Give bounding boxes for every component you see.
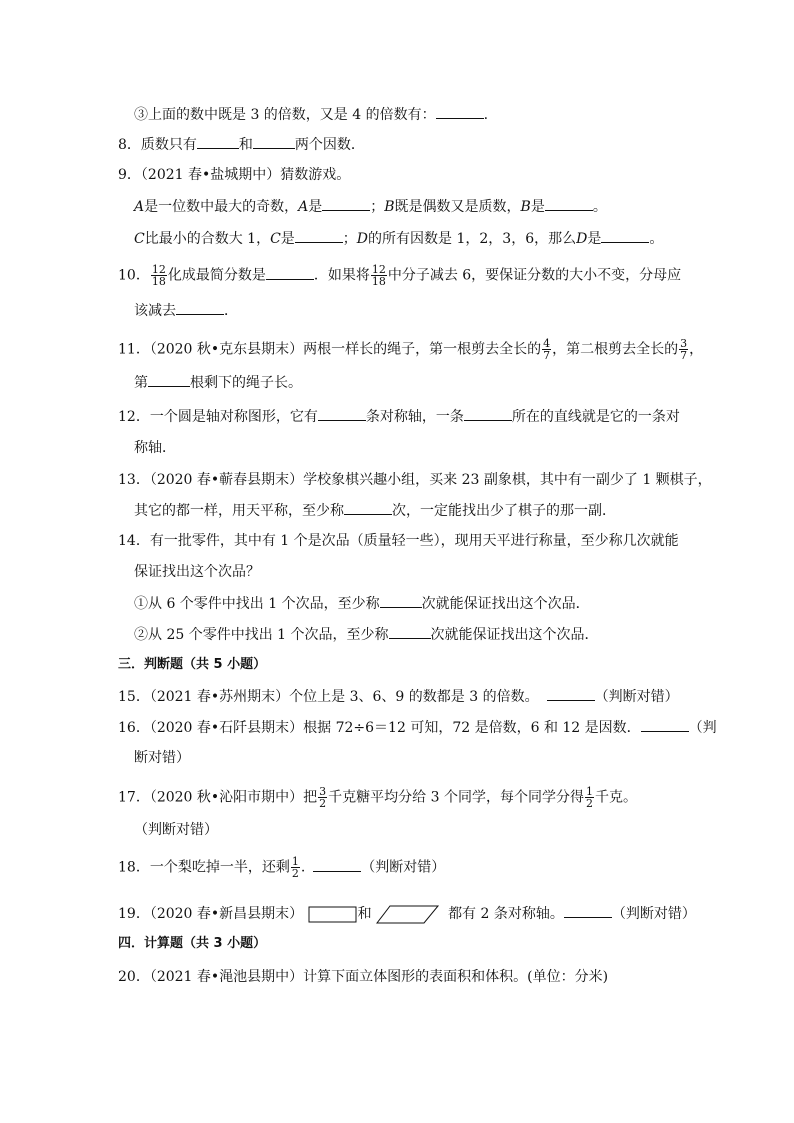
fraction: $\frac{3}{7}$: [680, 337, 688, 362]
question-8: 8．质数只有 和 两个因数．: [118, 134, 365, 155]
fraction: $\frac{12}{18}$: [151, 263, 166, 288]
fraction: $\frac{12}{18}$: [371, 263, 386, 288]
question-18: 18．一个梨吃掉一半，还剩 $\frac{1}{2}$ . （判断对错）: [118, 855, 446, 880]
question-16-line-1: 16．（2020 春•石阡县期末）根据 72÷6＝12 可知，72 是倍数，6 和 12 是因数． （判: [118, 717, 717, 738]
question-9-line-1: A是一位数中最大的奇数，A是 ；B既是偶数又是质数，B是 。: [134, 196, 607, 217]
question-13-line-1: 13．（2020 春•蕲春县期末）学校象棋兴趣小组，买来 23 副象棋，其中有一副少了 1 颗棋子，: [118, 472, 712, 488]
question-12-line-1: 12．一个圆是轴对称图形，它有 条对称轴，一条 所在的直线就是它的一条对: [118, 406, 680, 427]
question-11-line-2: 第 根剩下的绳子长。: [134, 372, 302, 393]
question-12-line-2: 称轴．: [134, 440, 176, 456]
question-9-heading: 9．（2021 春•盐城期中）猜数游戏。: [118, 167, 351, 183]
answer-blank[interactable]: [266, 265, 314, 280]
question-15: 15．（2021 春•苏州期末）个位上是 3、6、9 的数都是 3 的倍数。 （判断对错）: [118, 686, 679, 707]
question-14-line-1: 14．有一批零件，其中有 1 个是次品（质量轻一些），现用天平进行称量，至少称几次就能: [118, 533, 679, 549]
fraction: $\frac{4}{7}$: [543, 337, 551, 362]
answer-blank[interactable]: [436, 104, 484, 119]
answer-blank[interactable]: [176, 300, 224, 315]
question-7-part-3: ③上面的数中既是 3 的倍数，又是 4 的倍数有： .: [134, 104, 488, 125]
question-19: 19．（2020 春•新昌县期末） 和 都有 2 条对称轴。 （判断对错）: [118, 903, 696, 925]
rectangle-figure: [308, 903, 358, 925]
answer-blank[interactable]: [253, 134, 295, 149]
answer-blank[interactable]: [197, 134, 239, 149]
answer-blank[interactable]: [545, 196, 593, 211]
answer-blank[interactable]: [641, 717, 689, 732]
question-17-line-1: 17．（2020 秋•沁阳市期中）把 $\frac{3}{2}$ 千克糖平均分给 3 个同学，每个同学分得 $\frac{1}{2}$ 千克。: [118, 785, 637, 810]
answer-blank[interactable]: [389, 624, 431, 639]
answer-blank[interactable]: [547, 686, 595, 701]
answer-blank[interactable]: [295, 228, 343, 243]
section-heading-calculation: 四．计算题（共 3 小题）: [118, 936, 267, 951]
question-17-line-2: （判断对错）: [134, 822, 218, 838]
question-14-part-2: ②从 25 个零件中找出 1 个次品，至少称 次就能保证找出这个次品．: [134, 624, 599, 645]
question-14-part-1: ①从 6 个零件中找出 1 个次品，至少称 次就能保证找出这个次品．: [134, 593, 590, 614]
fraction: $\frac{3}{2}$: [319, 785, 327, 810]
question-9-line-2: C比最小的合数大 1，C是 ；D的所有因数是 1，2，3，6，那么D是 。: [134, 228, 663, 249]
question-13-line-2: 其它的都一样，用天平称，至少称 次，一定能找出少了棋子的那一副．: [134, 500, 616, 521]
question-16-line-2: 断对错）: [134, 750, 190, 766]
question-10-line-1: 10． $\frac{12}{18}$ 化成最简分数是 ．如果将 $\frac{12}{18}$ 中分子减去 6，要保证分数的大小不变，分母应: [118, 263, 682, 288]
answer-blank[interactable]: [318, 406, 366, 421]
fraction: $\frac{1}{2}$: [291, 855, 299, 880]
answer-blank[interactable]: [313, 857, 361, 872]
answer-blank[interactable]: [380, 593, 422, 608]
answer-blank[interactable]: [148, 372, 190, 387]
section-heading-judgement: 三．判断题（共 5 小题）: [118, 657, 267, 672]
answer-blank[interactable]: [344, 500, 392, 515]
fraction: $\frac{1}{2}$: [585, 785, 593, 810]
question-11-line-1: 11．（2020 秋•克东县期末）两根一样长的绳子，第一根剪去全长的 $\frac{4}{7}$ ，第二根剪去全长的 $\frac{3}{7}$ ，: [118, 337, 704, 362]
answer-blank[interactable]: [322, 196, 370, 211]
answer-blank[interactable]: [601, 228, 649, 243]
answer-blank[interactable]: [464, 406, 512, 421]
answer-blank[interactable]: [564, 903, 612, 918]
question-10-line-2: 该减去 ．: [134, 300, 238, 321]
parallelogram-figure: [376, 903, 440, 925]
question-14-line-2: 保证找出这个次品？: [134, 564, 260, 580]
question-20: 20．（2021 春•渑池县期中）计算下面立体图形的表面积和体积。(单位：分米): [118, 969, 609, 985]
